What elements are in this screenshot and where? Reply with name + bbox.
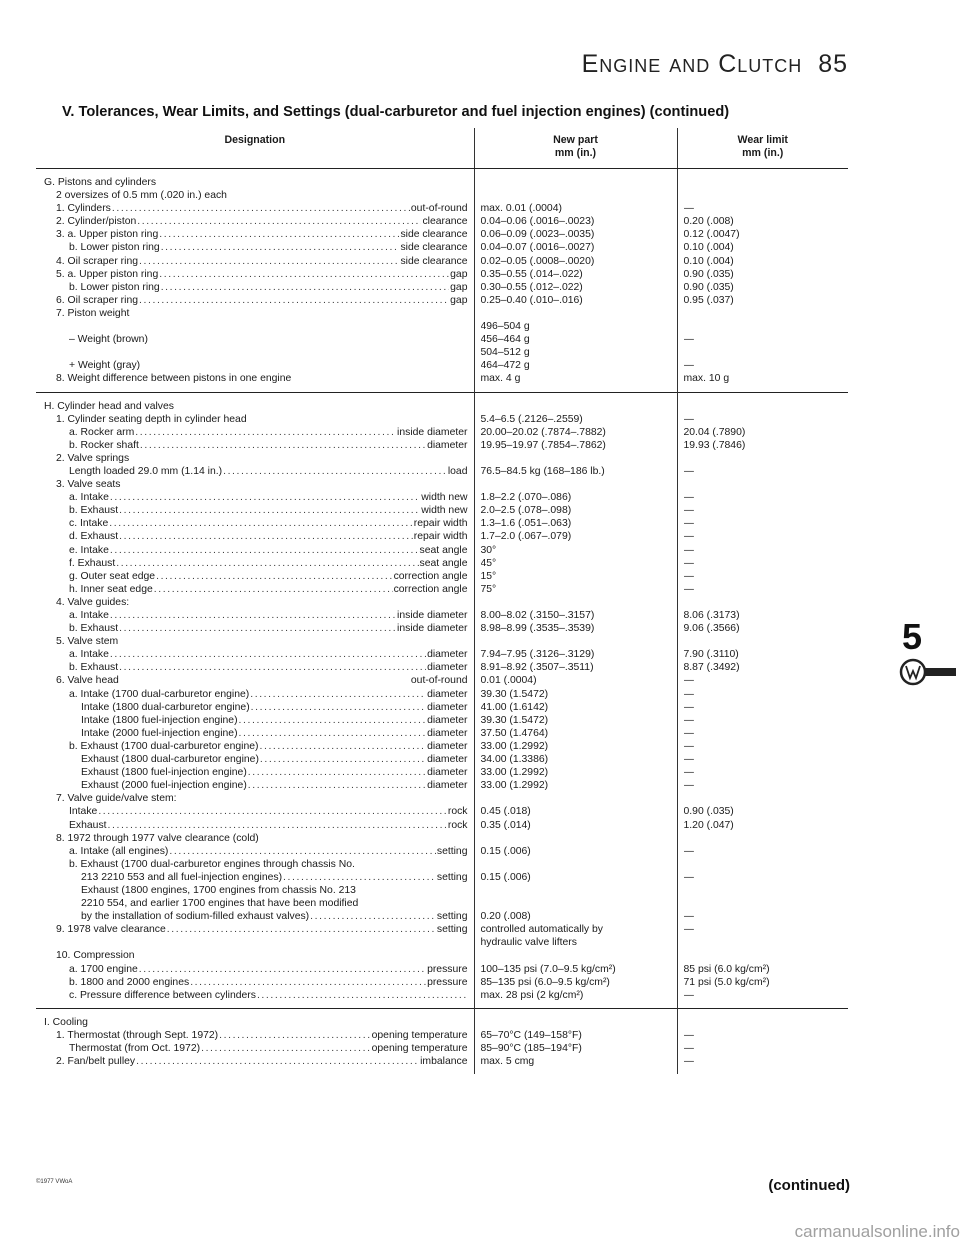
table-body — [36, 169, 848, 1075]
wear-limit-value: — — [683, 911, 694, 923]
wear-limit-value: — — [683, 570, 694, 582]
designation-line: b. Exhaust (1700 dual-carburetor engine) ..... diameter — [44, 740, 468, 753]
designation-line: g. Outer seat edge ..... correction angle — [44, 570, 468, 583]
designation-cell — [36, 169, 474, 393]
watermark: carmanualsonline.info — [794, 1222, 960, 1241]
new-part-value: max. 5 cmg — [480, 1056, 535, 1068]
wear-limit-value: — — [683, 360, 694, 372]
wear-limit-value — [684, 176, 845, 189]
wear-limit-value — [684, 320, 845, 333]
copyright-note: ©1977 VWoA — [36, 1179, 73, 1185]
new-part-value — [481, 832, 673, 845]
designation-line: b. Exhaust (1700 dual-carburetor engines through chassis No. — [69, 858, 355, 870]
table-header-row — [36, 128, 848, 169]
wear-limit-value: — — [683, 675, 694, 687]
wear-limit-value: 0.10 (.004) — [683, 255, 734, 267]
new-part-value — [481, 949, 673, 962]
wear-limit-cell — [677, 392, 848, 1008]
designation-line: a. 1700 engine ..... pressure — [44, 963, 468, 976]
designation-line: 7. Valve guide/valve stem: — [56, 793, 177, 805]
wear-limit-value: 7.90 (.3110) — [683, 649, 739, 661]
col-header-wear-limit: Wear limit mm (in.) — [677, 128, 848, 169]
new-part-value: 0.04–0.06 (.0016–.0023) — [480, 216, 595, 228]
col-header-designation: Designation — [36, 128, 474, 169]
designation-line: 6. Valve head out-of-round — [56, 675, 468, 687]
page-number: 85 — [818, 50, 848, 78]
designation-line — [44, 346, 468, 359]
wear-limit-value: — — [683, 845, 694, 857]
designation-line: a. Intake ..... width new — [44, 491, 468, 504]
new-part-value: 0.01 (.0004) — [480, 675, 537, 687]
wear-limit-value: 71 psi (5.0 kg/cm²) — [683, 976, 770, 988]
new-part-value: 0.30–0.55 (.012–.022) — [480, 281, 583, 293]
wear-limit-value: — — [683, 740, 694, 752]
new-part-value: 2.0–2.5 (.078–.098) — [480, 505, 572, 517]
wear-limit-value: 8.87 (.3492) — [683, 662, 740, 674]
table-section — [36, 392, 848, 1008]
wear-limit-value — [684, 936, 845, 949]
new-part-value — [481, 452, 673, 465]
designation-line: 2. Fan/belt pulley ..... imbalance — [44, 1055, 468, 1068]
new-part-value: 19.95–19.97 (.7854–.7862) — [480, 439, 606, 451]
table-section — [36, 169, 848, 393]
new-part-cell — [474, 1008, 677, 1074]
new-part-value: 75° — [480, 583, 497, 595]
wear-limit-value — [684, 635, 845, 648]
designation-line: 4. Oil scraper ring ..... side clearance — [44, 255, 468, 268]
designation-line: 4. Valve guides: — [56, 596, 130, 608]
designation-line: Exhaust (1800 dual-carburetor engine) ..... diameter — [44, 753, 468, 766]
designation-line: 10. Compression — [56, 950, 135, 962]
wear-limit-value: — — [683, 1029, 694, 1041]
new-part-value: 1.7–2.0 (.067–.079) — [480, 531, 572, 543]
vw-logo-icon — [898, 658, 958, 688]
new-part-value: 464–472 g — [480, 360, 530, 372]
new-part-value: 34.00 (1.3386) — [480, 754, 549, 766]
wear-limit-value — [684, 884, 845, 897]
new-part-cell — [474, 392, 677, 1008]
wear-limit-value: — — [683, 544, 694, 556]
new-part-value: 0.06–0.09 (.0023–.0035) — [480, 229, 595, 241]
wear-limit-value: — — [683, 1043, 694, 1054]
new-part-value: 85–90°C (185–194°F) — [480, 1043, 582, 1054]
wear-limit-value: 8.06 (.3173) — [683, 610, 740, 621]
new-part-value — [481, 596, 673, 609]
new-part-value: 1.3–1.6 (.051–.063) — [480, 518, 572, 530]
wear-limit-value — [684, 792, 845, 805]
wear-limit-value: — — [683, 1056, 694, 1068]
designation-line: f. Exhaust ..... seat angle — [44, 557, 468, 570]
wear-limit-value: 0.20 (.008) — [683, 216, 734, 228]
designation-line: b. Exhaust ..... inside diameter — [44, 622, 468, 635]
wear-limit-value: 1.20 (.047) — [683, 819, 734, 831]
designation-line — [44, 936, 468, 949]
new-part-value: 0.45 (.018) — [480, 806, 531, 818]
continued-label: (continued) — [768, 1177, 850, 1194]
new-part-value — [481, 307, 673, 320]
designation-line: 2 oversizes of 0.5 mm (.020 in.) each — [56, 190, 227, 202]
designation-line: Intake (2000 fuel-injection engine) ..... diameter — [44, 727, 468, 740]
wear-limit-value: 0.10 (.004) — [683, 242, 734, 254]
designation-line: by the installation of sodium-filled exhaust valves) ..... setting — [44, 910, 468, 923]
new-part-value — [481, 897, 673, 910]
new-part-value: 41.00 (1.6142) — [480, 701, 549, 713]
designation-line: b. Exhaust ..... width new — [44, 504, 468, 517]
new-part-value: 0.35–0.55 (.014–.022) — [480, 268, 583, 280]
designation-line: Exhaust (1800 engines, 1700 engines from chassis No. 213 — [81, 884, 356, 896]
new-part-value: 20.00–20.02 (.7874–.7882) — [480, 426, 606, 438]
new-part-value: 45° — [480, 557, 497, 569]
new-part-value: 39.30 (1.5472) — [480, 688, 549, 700]
wear-limit-value: 19.93 (.7846) — [683, 439, 746, 451]
new-part-value: 8.91–8.92 (.3507–.3511) — [480, 662, 594, 674]
designation-line: 2210 554, and earlier 1700 engines that have been modified — [81, 898, 359, 910]
designation-line: Exhaust (1800 fuel-injection engine) ..... diameter — [44, 766, 468, 779]
new-part-value — [481, 792, 673, 805]
new-part-value: 33.00 (1.2992) — [480, 767, 549, 779]
new-part-value: 0.20 (.008) — [480, 911, 531, 923]
designation-line: Exhaust ..... rock — [44, 819, 468, 832]
new-part-value: controlled automatically by — [480, 924, 603, 936]
wear-limit-value — [684, 949, 845, 962]
wear-limit-value: — — [683, 557, 694, 569]
wear-limit-value: — — [683, 688, 694, 700]
wear-limit-value: — — [683, 780, 694, 792]
designation-line: a. Intake ..... inside diameter — [44, 609, 468, 622]
wear-limit-value: — — [683, 701, 694, 713]
wear-limit-value — [684, 832, 845, 845]
wear-limit-value: — — [683, 531, 694, 543]
new-part-value — [481, 1016, 673, 1029]
new-part-value: 65–70°C (149–158°F) — [480, 1029, 582, 1041]
col-header-new-part: New part mm (in.) — [474, 128, 677, 169]
new-part-value: 456–464 g — [480, 334, 530, 346]
new-part-value: hydraulic valve lifters — [480, 937, 577, 949]
designation-line: 213 2210 553 and all fuel-injection engines) ..... setting — [44, 871, 468, 884]
designation-line: a. Rocker arm ..... inside diameter — [44, 426, 468, 439]
designation-line: b. Lower piston ring ..... side clearance — [44, 241, 468, 254]
designation-line: Intake (1800 dual-carburetor engine) ..... diameter — [44, 701, 468, 714]
designation-line: b. Exhaust ..... diameter — [44, 661, 468, 674]
new-part-value: 15° — [480, 570, 497, 582]
designation-line: – Weight (brown) — [69, 334, 148, 346]
wear-limit-value: — — [683, 767, 694, 779]
new-part-value: 0.15 (.006) — [480, 845, 531, 857]
new-part-value: 33.00 (1.2992) — [480, 740, 549, 752]
new-part-value — [481, 176, 673, 189]
wear-limit-value: — — [683, 203, 694, 215]
designation-line: a. Intake ..... diameter — [44, 648, 468, 661]
wear-limit-value: — — [683, 754, 694, 766]
designation-line: 2. Valve springs — [56, 452, 130, 464]
designation-line: I. Cooling — [44, 1016, 88, 1028]
wear-limit-value: — — [683, 505, 694, 517]
wear-limit-value: 20.04 (.7890) — [683, 426, 746, 438]
wear-limit-value: — — [683, 492, 694, 504]
wear-limit-value — [684, 478, 845, 491]
designation-line: 8. 1972 through 1977 valve clearance (cold) — [56, 832, 259, 844]
wear-limit-value: — — [683, 924, 694, 936]
wear-limit-value: 0.12 (.0047) — [683, 229, 740, 241]
new-part-value: 8.00–8.02 (.3150–.3157) — [480, 610, 595, 621]
new-part-value: 0.35 (.014) — [480, 819, 531, 831]
new-part-value: max. 28 psi (2 kg/cm²) — [480, 989, 584, 1001]
designation-line: H. Cylinder head and valves — [44, 400, 174, 412]
designation-line: c. Intake ..... repair width — [44, 517, 468, 530]
wear-limit-value: 9.06 (.3566) — [683, 623, 740, 635]
wear-limit-value: — — [683, 583, 694, 595]
designation-line: 7. Piston weight — [56, 307, 130, 319]
new-part-value — [481, 400, 673, 413]
section-title: V. Tolerances, Wear Limits, and Settings (dual-carburetor and fuel injection engines) (continued) — [62, 104, 730, 120]
new-part-value: max. 0.01 (.0004) — [480, 203, 562, 215]
wear-limit-value — [684, 858, 845, 871]
designation-line: 1. Cylinder seating depth in cylinder head — [56, 413, 247, 425]
wear-limit-cell — [677, 1008, 848, 1074]
designation-line: b. Rocker shaft ..... diameter — [44, 439, 468, 452]
wear-limit-value: — — [683, 727, 694, 739]
new-part-value: 37.50 (1.4764) — [480, 727, 549, 739]
new-part-value: 76.5–84.5 kg (168–186 lb.) — [480, 465, 605, 477]
wear-limit-value: — — [683, 518, 694, 530]
designation-line: e. Intake ..... seat angle — [44, 544, 468, 557]
designation-line: a. Intake (1700 dual-carburetor engine) ..... diameter — [44, 688, 468, 701]
wear-limit-value: 0.90 (.035) — [683, 268, 734, 280]
new-part-value: 33.00 (1.2992) — [480, 780, 549, 792]
designation-line: h. Inner seat edge ..... correction angle — [44, 583, 468, 596]
new-part-value: 0.15 (.006) — [480, 871, 531, 883]
new-part-value: 8.98–8.99 (.3535–.3539) — [480, 623, 595, 635]
designation-line: Length loaded 29.0 mm (1.14 in.) ..... load — [44, 465, 468, 478]
designation-line: Intake ..... rock — [44, 805, 468, 818]
new-part-value: max. 4 g — [480, 373, 521, 385]
wear-limit-value: max. 10 g — [683, 373, 730, 385]
new-part-value — [481, 189, 673, 202]
new-part-value: 1.8–2.2 (.070–.086) — [480, 492, 572, 504]
designation-line: Intake (1800 fuel-injection engine) ..... diameter — [44, 714, 468, 727]
wear-limit-value — [684, 1016, 845, 1029]
wear-limit-value — [684, 400, 845, 413]
designation-line: 1. Thermostat (through Sept. 1972) ..... opening temperature — [44, 1029, 468, 1042]
designation-line: d. Exhaust ..... repair width — [44, 530, 468, 543]
wear-limit-cell — [677, 169, 848, 393]
wear-limit-value: — — [683, 334, 694, 346]
running-header: Engine and Clutch 85 — [581, 50, 848, 78]
wear-limit-value — [684, 346, 845, 359]
new-part-value: 85–135 psi (6.0–9.5 kg/cm²) — [480, 976, 610, 988]
wear-limit-value: 0.95 (.037) — [683, 294, 734, 306]
designation-line: a. Intake (all engines) ..... setting — [44, 845, 468, 858]
new-part-value — [481, 635, 673, 648]
designation-line: 3. Valve seats — [56, 479, 121, 491]
new-part-value — [481, 858, 673, 871]
wear-limit-value: 85 psi (6.0 kg/cm²) — [683, 963, 770, 975]
designation-cell — [36, 1008, 474, 1074]
wear-limit-value: 0.90 (.035) — [683, 281, 734, 293]
designation-line: 8. Weight difference between pistons in one engine — [56, 373, 292, 385]
wear-limit-value: — — [683, 871, 694, 883]
designation-line: 5. a. Upper piston ring ..... gap — [44, 268, 468, 281]
designation-line: b. Lower piston ring ..... gap — [44, 281, 468, 294]
designation-line — [44, 320, 468, 333]
designation-line: Exhaust (2000 fuel-injection engine) ..... diameter — [44, 779, 468, 792]
wear-limit-value — [684, 189, 845, 202]
designation-line: 3. a. Upper piston ring ..... side clearance — [44, 228, 468, 241]
designation-line: G. Pistons and cylinders — [44, 177, 157, 188]
new-part-value: 39.30 (1.5472) — [480, 714, 549, 726]
designation-line: 9. 1978 valve clearance ..... setting — [44, 923, 468, 936]
new-part-value: 100–135 psi (7.0–9.5 kg/cm²) — [480, 963, 616, 975]
designation-line: 5. Valve stem — [56, 636, 119, 648]
wear-limit-value: 0.90 (.035) — [683, 806, 734, 818]
new-part-value: 0.25–0.40 (.010–.016) — [480, 294, 583, 306]
designation-line: c. Pressure difference between cylinders ..... — [44, 989, 468, 1002]
designation-line: + Weight (gray) — [69, 360, 141, 372]
wear-limit-value — [684, 897, 845, 910]
new-part-value: 7.94–7.95 (.3126–.3129) — [480, 649, 595, 661]
tolerance-table — [36, 128, 848, 1074]
wear-limit-value — [684, 452, 845, 465]
designation-line: b. 1800 and 2000 engines ..... pressure — [44, 976, 468, 989]
new-part-value: 5.4–6.5 (.2126–.2559) — [480, 413, 583, 425]
wear-limit-value: — — [683, 413, 694, 425]
designation-line: 2. Cylinder/piston ..... clearance — [44, 215, 468, 228]
new-part-value: 0.02–0.05 (.0008–.0020) — [480, 255, 595, 267]
wear-limit-value: — — [683, 714, 694, 726]
table-section — [36, 1008, 848, 1074]
wear-limit-value: — — [683, 465, 694, 477]
chapter-number: 5 — [902, 616, 923, 657]
wear-limit-value — [684, 307, 845, 320]
designation-line: 6. Oil scraper ring ..... gap — [44, 294, 468, 307]
new-part-value: 504–512 g — [480, 347, 530, 359]
wear-limit-value: — — [683, 989, 694, 1001]
new-part-value: 0.04–0.07 (.0016–.0027) — [480, 242, 595, 254]
new-part-value: 496–504 g — [480, 321, 530, 333]
designation-line: Thermostat (from Oct. 1972) ..... opening temperature — [44, 1042, 468, 1055]
wear-limit-value — [684, 596, 845, 609]
new-part-value — [481, 884, 673, 897]
new-part-value: 30° — [480, 544, 497, 556]
designation-line: 1. Cylinders ..... out-of-round — [44, 202, 468, 215]
new-part-cell — [474, 169, 677, 393]
designation-cell — [36, 392, 474, 1008]
new-part-value — [481, 478, 673, 491]
